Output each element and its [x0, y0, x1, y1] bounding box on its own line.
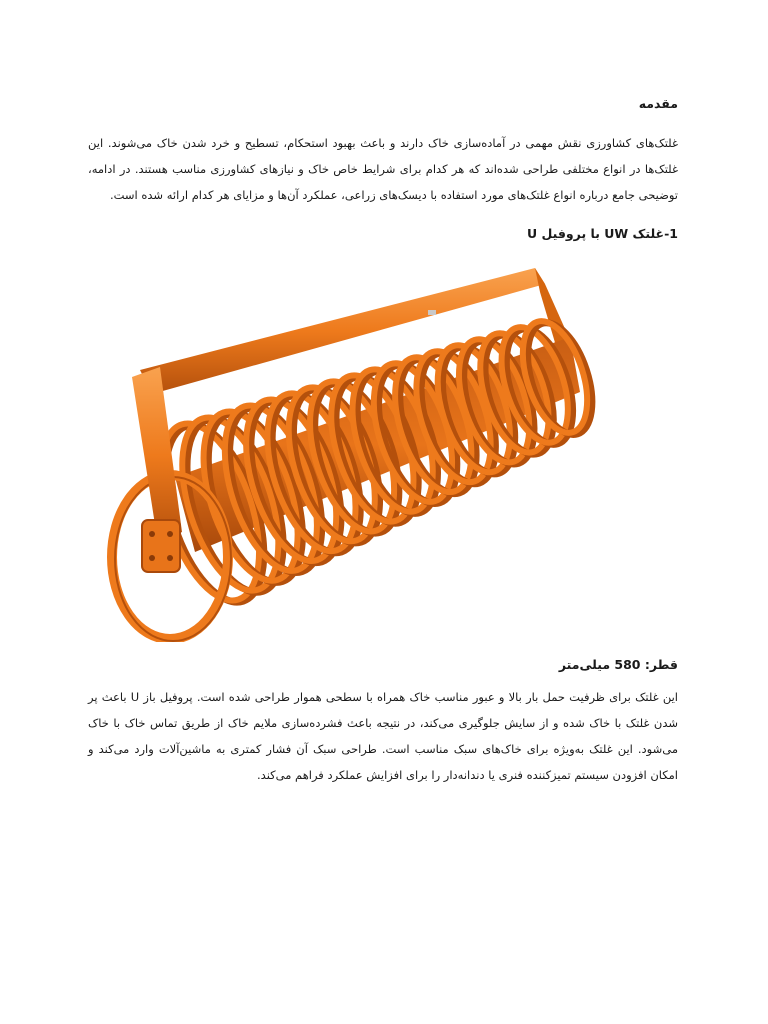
section1-heading: 1-غلتک UW با پروفیل U [526, 226, 678, 241]
frame-left-arm [132, 367, 182, 544]
roller-image [100, 262, 600, 642]
bearing-hub [142, 520, 180, 572]
roller-illustration [100, 262, 600, 642]
intro-paragraph: غلتک‌های کشاورزی نقش مهمی در آماده‌سازی خاک دارند و باعث بهبود استحکام، تسطیح و خرد شدن خاک می‌شوند. این غلتک‌ها در انواع مختلفی طراحی شده‌اند که هر کدام برای شرایط خاص خاک و نیازهای کشاورزی مناسب هستند. در ادامه، توضیحی جامع درباره انواع غلتک‌های مورد استفاده با دیسک‌های زراعی، عملکرد آن‌ها و مزایای هر کدام ارائه شده است. [88, 136, 678, 202]
diameter-label: قطر: 580 میلی‌متر [558, 657, 678, 672]
section1-paragraph: این غلتک برای ظرفیت حمل بار بالا و عبور مناسب خاک همراه با سطحی هموار طراحی شده است. پروفیل باز U باعث پر شدن غلتک با خاک شده و از سایش جلوگیری می‌کند، در نتیجه باعث فشرده‌سازی ملایم خاک از طریق تماس خاک با خاک می‌شود. این غلتک به‌ویژه برای خاک‌های سبک مناسب است. طراحی سبک آن فشار کمتری به ماشین‌آلات وارد می‌کند و امکان افزودن سیستم تمیزکننده فنری یا دندانه‌دار را برای افزایش عملکرد فراهم می‌کند. [88, 690, 678, 782]
intro-heading: مقدمه [638, 96, 678, 111]
